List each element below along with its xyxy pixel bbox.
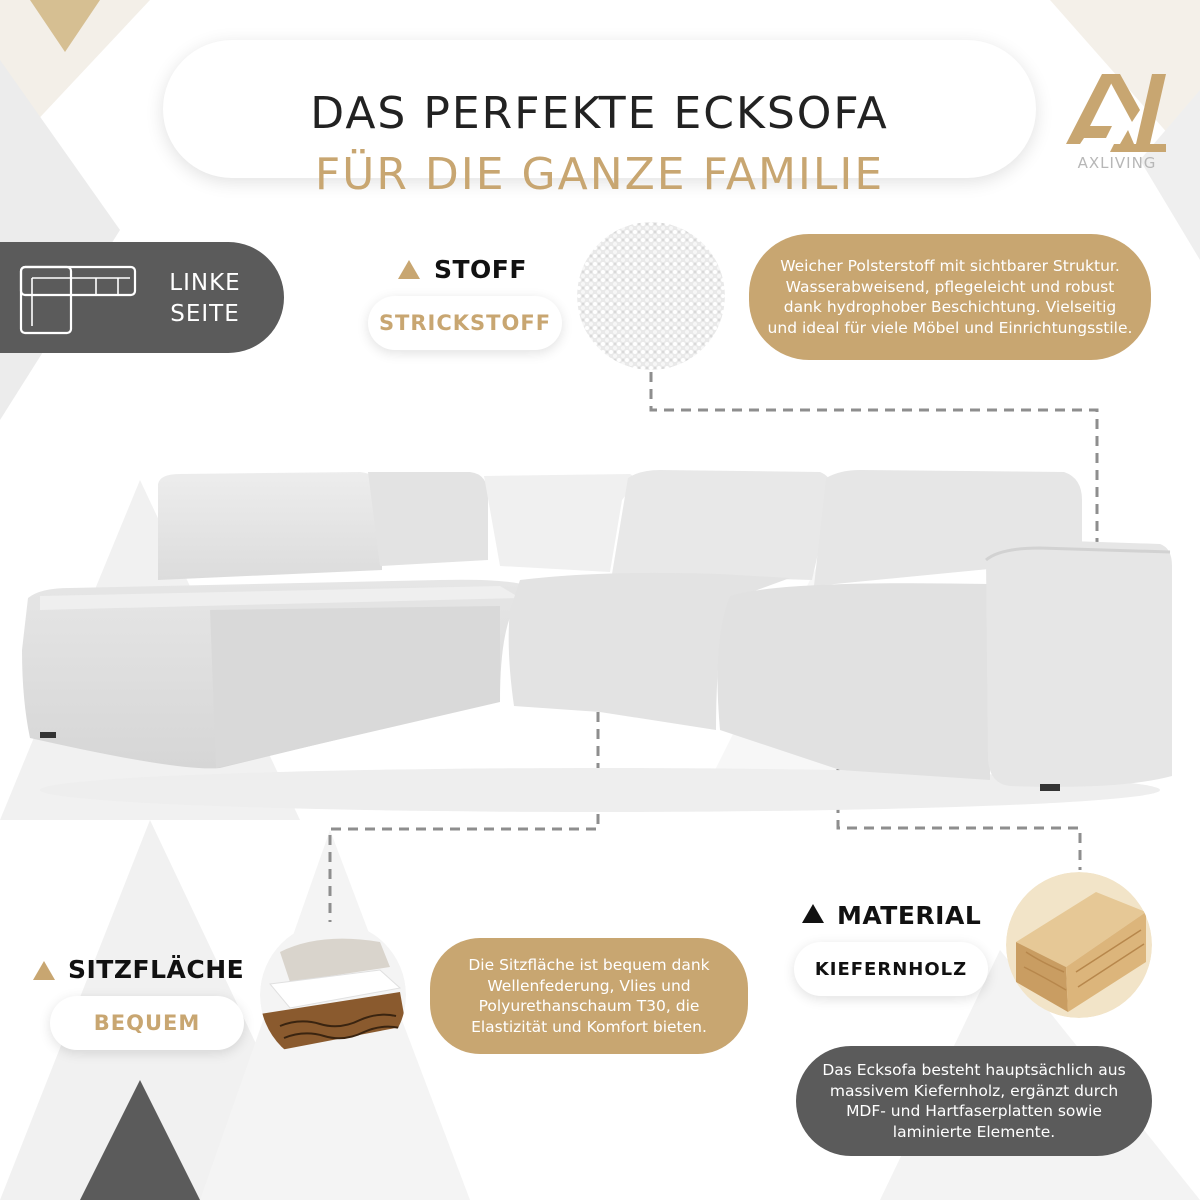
sitz-description: Die Sitzfläche ist bequem dank Wellenfederung, Vlies und Polyurethanschaum T30, die Elastizität und Komfort bieten.: [430, 938, 748, 1054]
side-label-line-2: SEITE: [170, 301, 240, 327]
title-line-2: FÜR DIE GANZE FAMILIE: [314, 149, 885, 200]
stoff-description: Weicher Polsterstoff mit sichtbarer Struktur. Wasserabweisend, pflegeleicht und robust dank hydrophober Beschichtung. Vielseitig und ideal für viele Möbel und Einrichtungsstile.: [749, 234, 1151, 360]
seat-layers-image: [260, 922, 406, 1068]
material-triangle-icon: [802, 904, 824, 923]
material-description: Das Ecksofa besteht hauptsächlich aus massivem Kiefernholz, ergänzt durch MDF- und Hartfaserplatten sowie laminierte Elemente.: [796, 1046, 1152, 1156]
stoff-tag: STRICKSTOFF: [368, 296, 562, 350]
material-heading: MATERIAL: [837, 901, 982, 930]
brand-name: AXLIVING: [1077, 154, 1157, 172]
pine-wood-image: [1006, 872, 1152, 1018]
sitz-heading: SITZFLÄCHE: [68, 955, 245, 984]
title-line-1: DAS PERFEKTE ECKSOFA: [310, 88, 889, 139]
material-tag: KIEFERNHOLZ: [794, 942, 988, 996]
side-label-line-1: LINKE: [169, 270, 241, 296]
stoff-heading: STOFF: [434, 255, 527, 284]
sitz-triangle-icon: [33, 961, 55, 980]
sitz-tag: BEQUEM: [50, 996, 244, 1050]
